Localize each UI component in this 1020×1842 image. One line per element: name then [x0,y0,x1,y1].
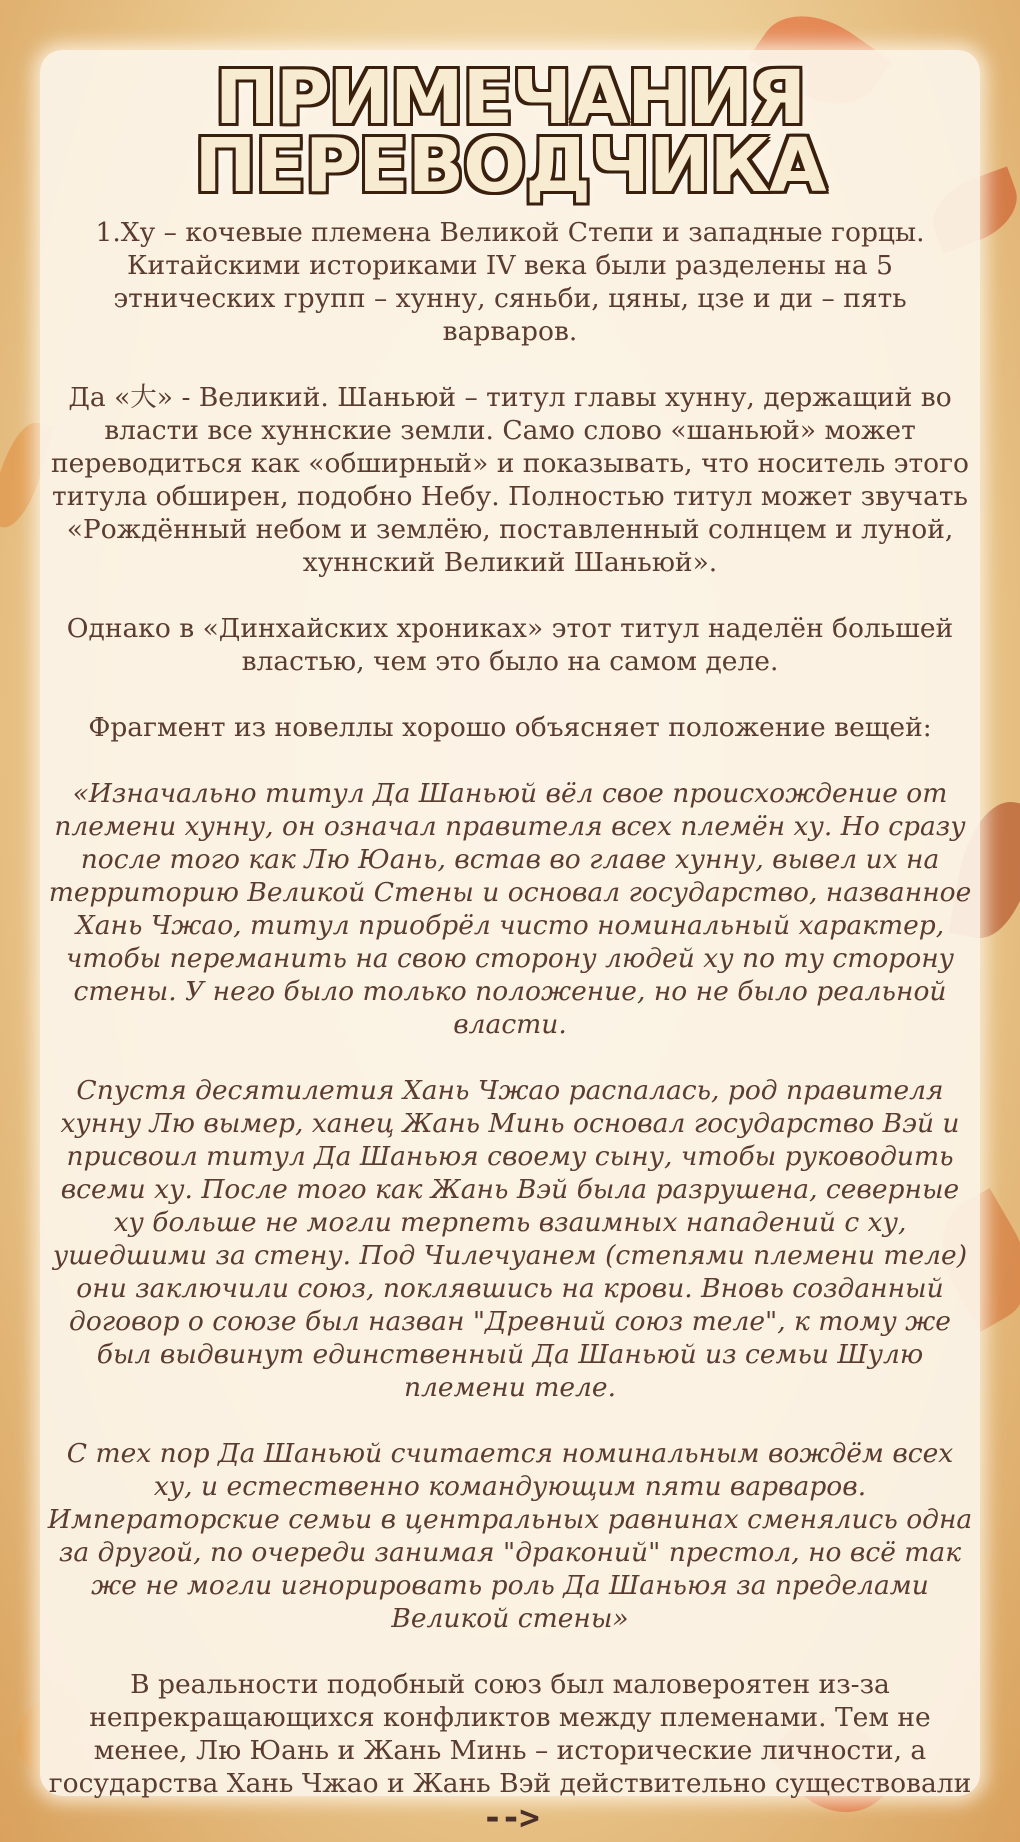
note-paragraph: Да «大» - Великий. Шаньюй – титул главы хунну, держащий во власти все хуннские земли. Само слово «шаньюй» может переводиться как «обширный» и показывать, что носитель этого титула обширен, подобно Небу. Полностью титул может звучать «Рождённый небом и землёю, поставленный солнцем и луной, хуннский Великий Шаньюй». [51,382,969,578]
note-paragraph: Фрагмент из новеллы хорошо объясняет положение вещей: [88,712,932,743]
note-paragraph: Однако в «Динхайских хрониках» этот титул наделён большей властью, чем это было на самом деле. [66,613,954,677]
notes-content [46,216,974,1833]
note-paragraph: В реальности подобный союз был маловероятен из-за непрекращающихся конфликтов между племенами. Тем не менее, Лю Юань и Жань Минь – исторические личности, а государства Хань Чжао и Жань Вэй действительно существовали [48,1669,972,1799]
quote-paragraph: «Изначально титул Да Шаньюй вёл свое происхождение от племени хунну, он означал правителя всех племён ху. Но сразу после того как Лю Юань, встав во главе хунну, вывел их на территорию Великой Стены и основал государство, названное Хань Чжао, титул приобрёл чисто номинальный характер, чтобы переманить на свою сторону людей ху по ту сторону стены. У него было только положение, но не было реальной власти. [48,778,972,1040]
quote-paragraph: Спустя десятилетия Хань Чжао распалась, род правителя хунну Лю вымер, ханец Жань Минь основал государство Вэй и присвоил титул Да Шаньюя своему сыну, чтобы руководить всеми ху. После того как Жань Вэй была разрушена, северные ху больше не могли терпеть взаимных нападений с ху, ушедшими за стену. Под Чилечуанем (степями племени теле) они заключили союз, поклявшись на крови. Вновь созданный договор о союзе был назван "Древний союз теле", к тому же был выдвинут единственный Да Шаньюй из семьи Шулю племени теле. [52,1075,968,1403]
notes-panel [40,50,980,1799]
title-line-1: ПРИМЕЧАНИЯ [214,55,806,141]
title-line-2: ПЕРЕВОДЧИКА [194,123,826,209]
note-paragraph: 1.Ху – кочевые племена Великой Степи и западные горцы. Китайскими историками IV века были разделены на 5 этнических групп – хунну, сяньби, цяны, цзе и ди – пять варваров. [95,217,925,347]
page-title [40,55,980,209]
quote-paragraph: С тех пор Да Шаньюй считается номинальным вождём всех ху, и естественно командующим пяти варваров. Императорские семьи в центральных равнинах сменялись одна за другой, по очереди занимая "драконий" престол, но всё так же не могли игнорировать роль Да Шаньюя за пределами Великой стены» [47,1438,973,1634]
next-page-arrow[interactable]: --> [482,1798,538,1838]
